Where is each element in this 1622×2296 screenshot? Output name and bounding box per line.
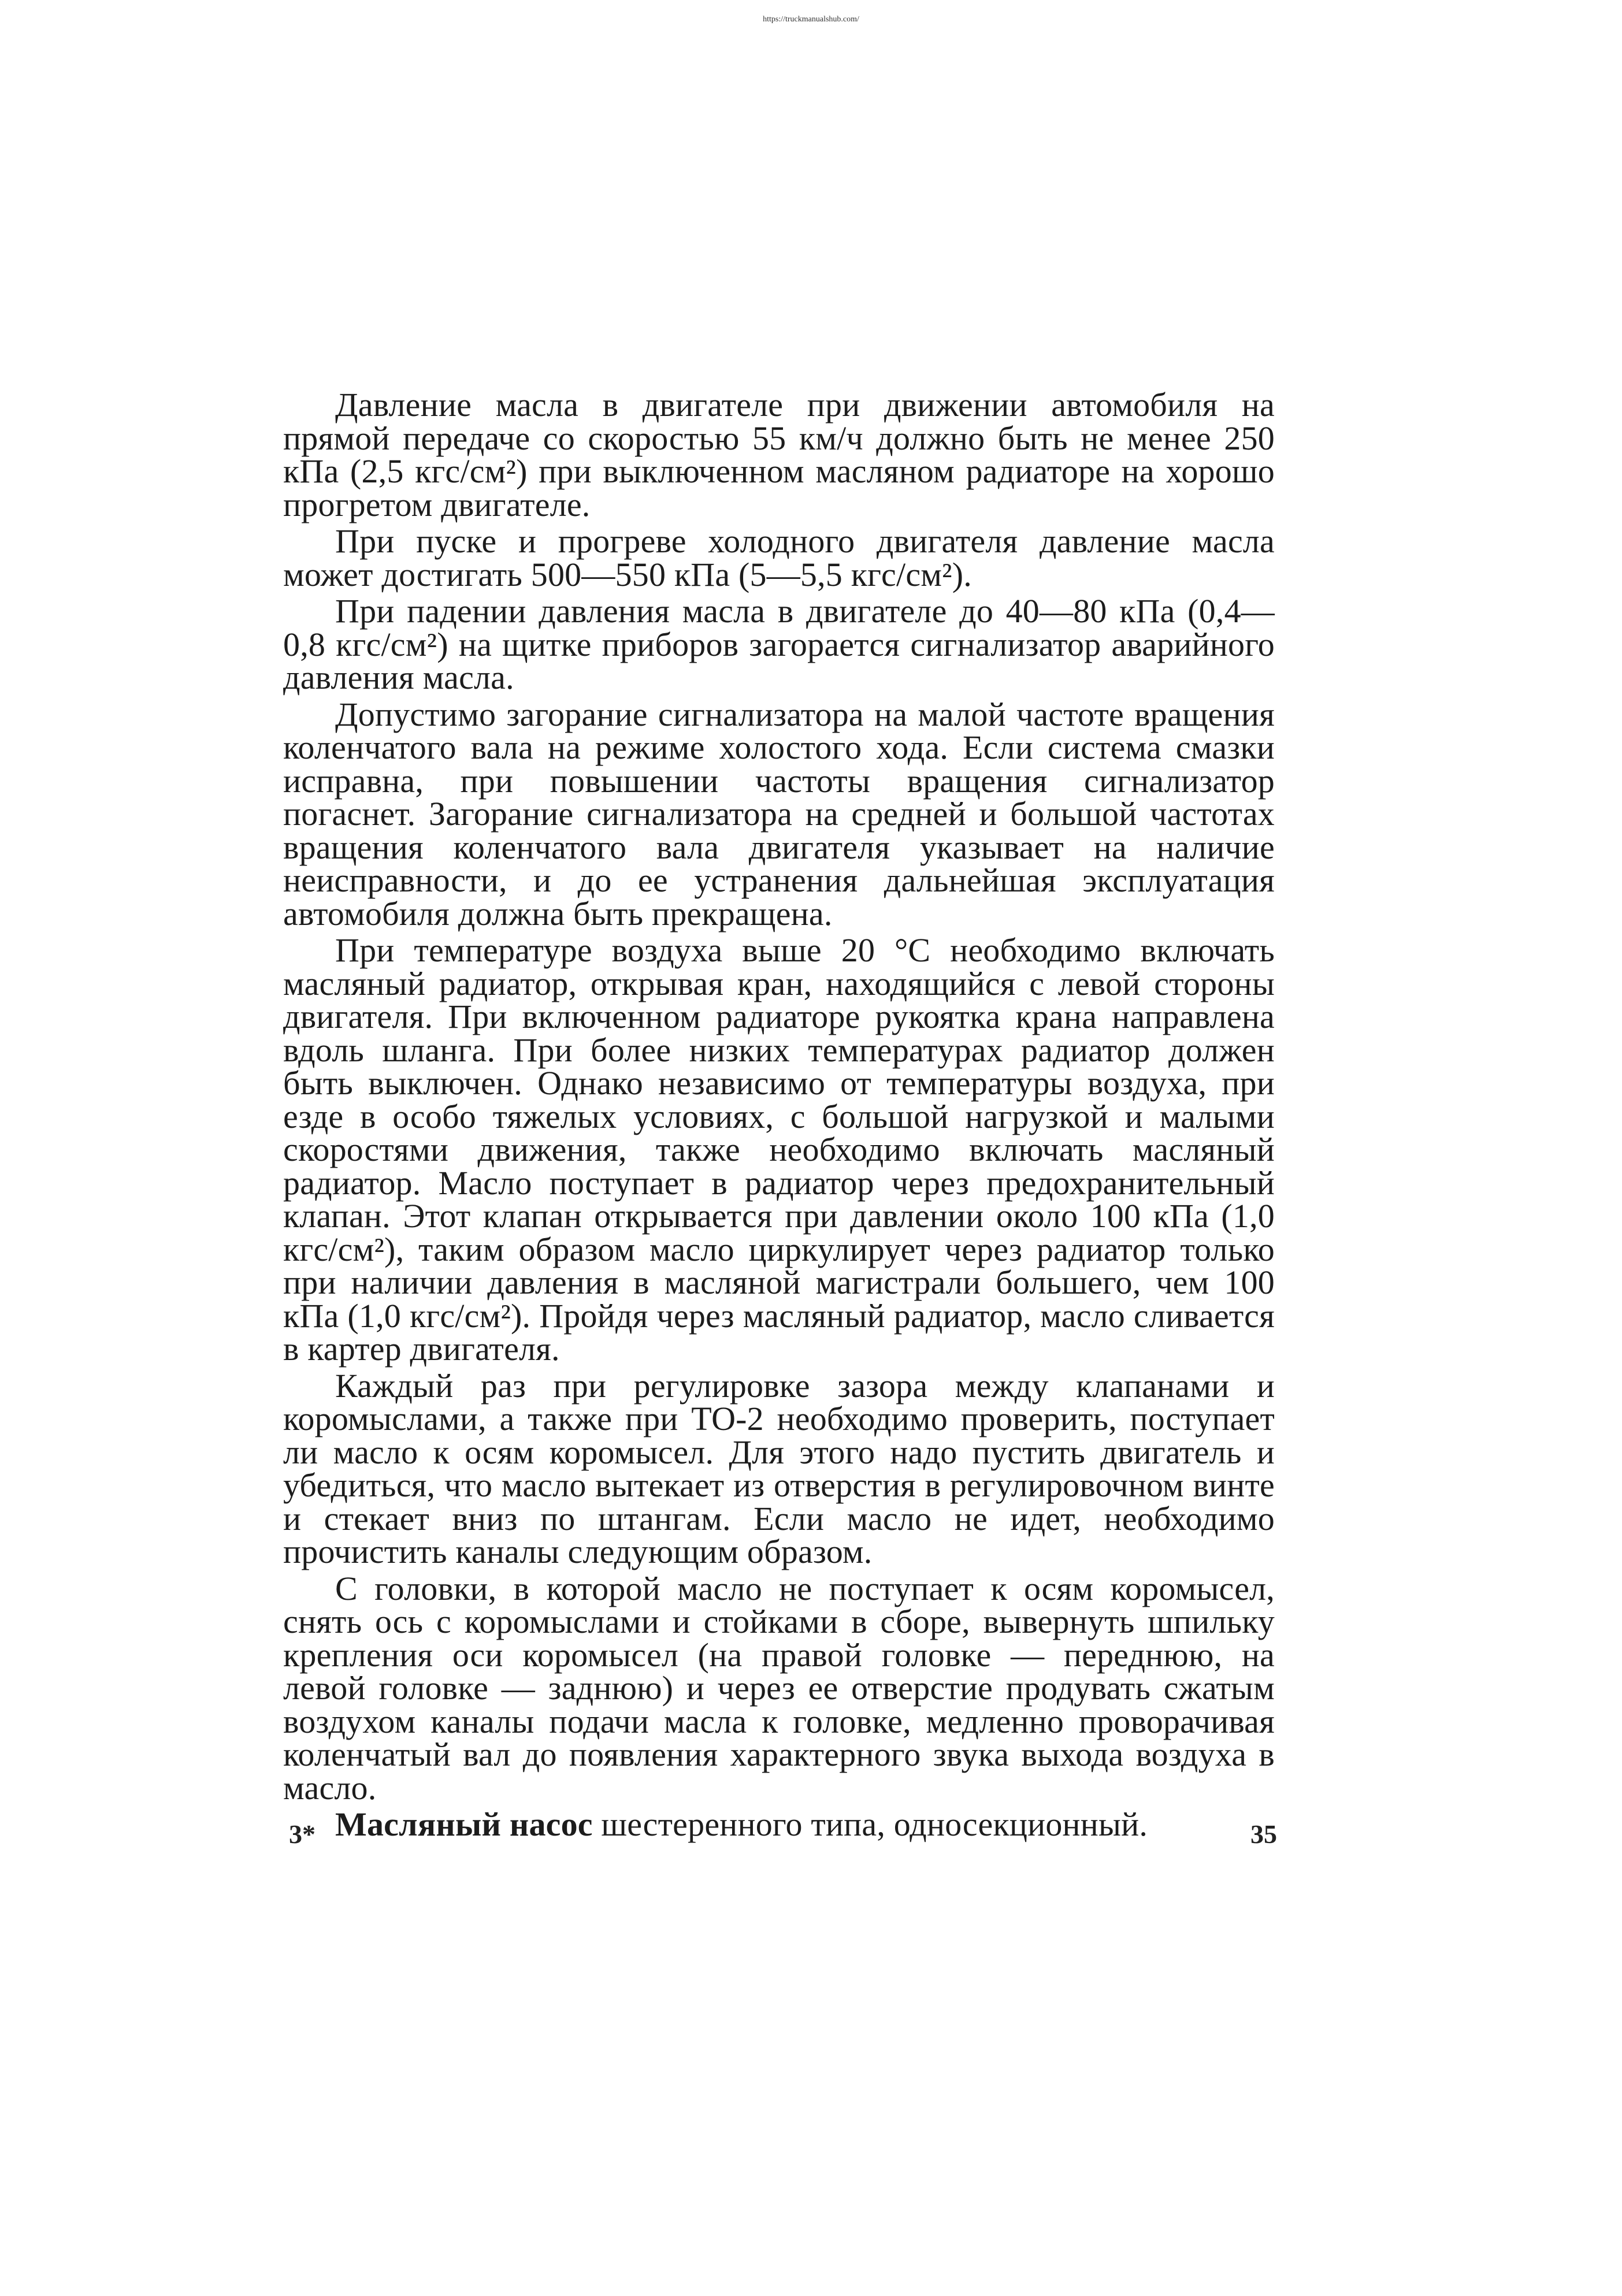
paragraph: При падении давления масла в двигателе до 40—80 кПа (0,4—0,8 кгс/см²) на щитке приборов загорается сигнализатор аварийного давления масла. — [283, 592, 1275, 696]
page-number: 35 — [1250, 1819, 1277, 1849]
bold-term: Масляный насос — [335, 1805, 593, 1843]
page-body — [283, 388, 1275, 1845]
paragraph: Допустимо загорание сигнализатора на малой частоте вращения коленчатого вала на режиме холостого хода. Если система смазки исправна, при повышении частоты вращения сигнализатор погаснет. Загорание сигнализатора на средней и большой частотах вращения коленчатого вала двигателя указывает на наличие неисправности, и до ее устранения дальнейшая эксплуатация автомобиля должна быть прекращена. — [283, 695, 1275, 932]
paragraph-text: шестеренного типа, односекционный. — [592, 1805, 1148, 1843]
paragraph: Давление масла в двигателе при движении автомобиля на прямой передаче со скоростью 55 км/ч должно быть не менее 250 кПа (2,5 кгс/см²) при выключенном масляном радиаторе на хорошо прогретом двигателе. — [283, 386, 1275, 523]
source-url: https://truckmanualshub.com/ — [763, 15, 859, 24]
paragraph: При пуске и прогреве холодного двигателя давление масла может достигать 500—550 кПа (5—5,5 кгс/см²). — [283, 522, 1275, 593]
printer-signature-mark: 3* — [289, 1819, 316, 1849]
page-footer — [289, 1819, 1277, 1859]
paragraph: Каждый раз при регулировке зазора между клапанами и коромыслами, а также при ТО-2 необходимо проверить, поступает ли масло к осям коромысел. Для этого надо пустить двигатель и убедиться, что масло вытекает из отверстия в регулировочном винте и стекает вниз по штангам. Если масло не идет, необходимо прочистить каналы следующим образом. — [283, 1366, 1275, 1570]
paragraph: С головки, в которой масло не поступает к осям коромысел, снять ось с коромыслами и стойками в сборе, вывернуть шпильку крепления оси коромысел (на правой головке — переднюю, на левой головке — заднюю) и через ее отверстие продувать сжатым воздухом каналы подачи масла к головке, медленно проворачивая коленчатый вал до появления характерного звука выхода воздуха в масло. — [283, 1569, 1275, 1807]
paragraph: При температуре воздуха выше 20 °С необходимо включать масляный радиатор, открывая кран, находящийся с левой стороны двигателя. При включенном радиаторе рукоятка крана направлена вдоль шланга. При более низких температурах радиатор должен быть выключен. Однако независимо от температуры воздуха, при езде в особо тяжелых условиях, с большой нагрузкой и малыми скоростями движения, также необходимо включать масляный радиатор. Масло поступает в радиатор через предохранительный клапан. Этот клапан открывается при давлении около 100 кПа (1,0 кгс/см²), таким образом масло циркулирует через радиатор только при наличии давления в масляной магистрали большего, чем 100 кПа (1,0 кгс/см²). Пройдя через масляный радиатор, масло сливается в картер двигателя. — [283, 931, 1275, 1368]
